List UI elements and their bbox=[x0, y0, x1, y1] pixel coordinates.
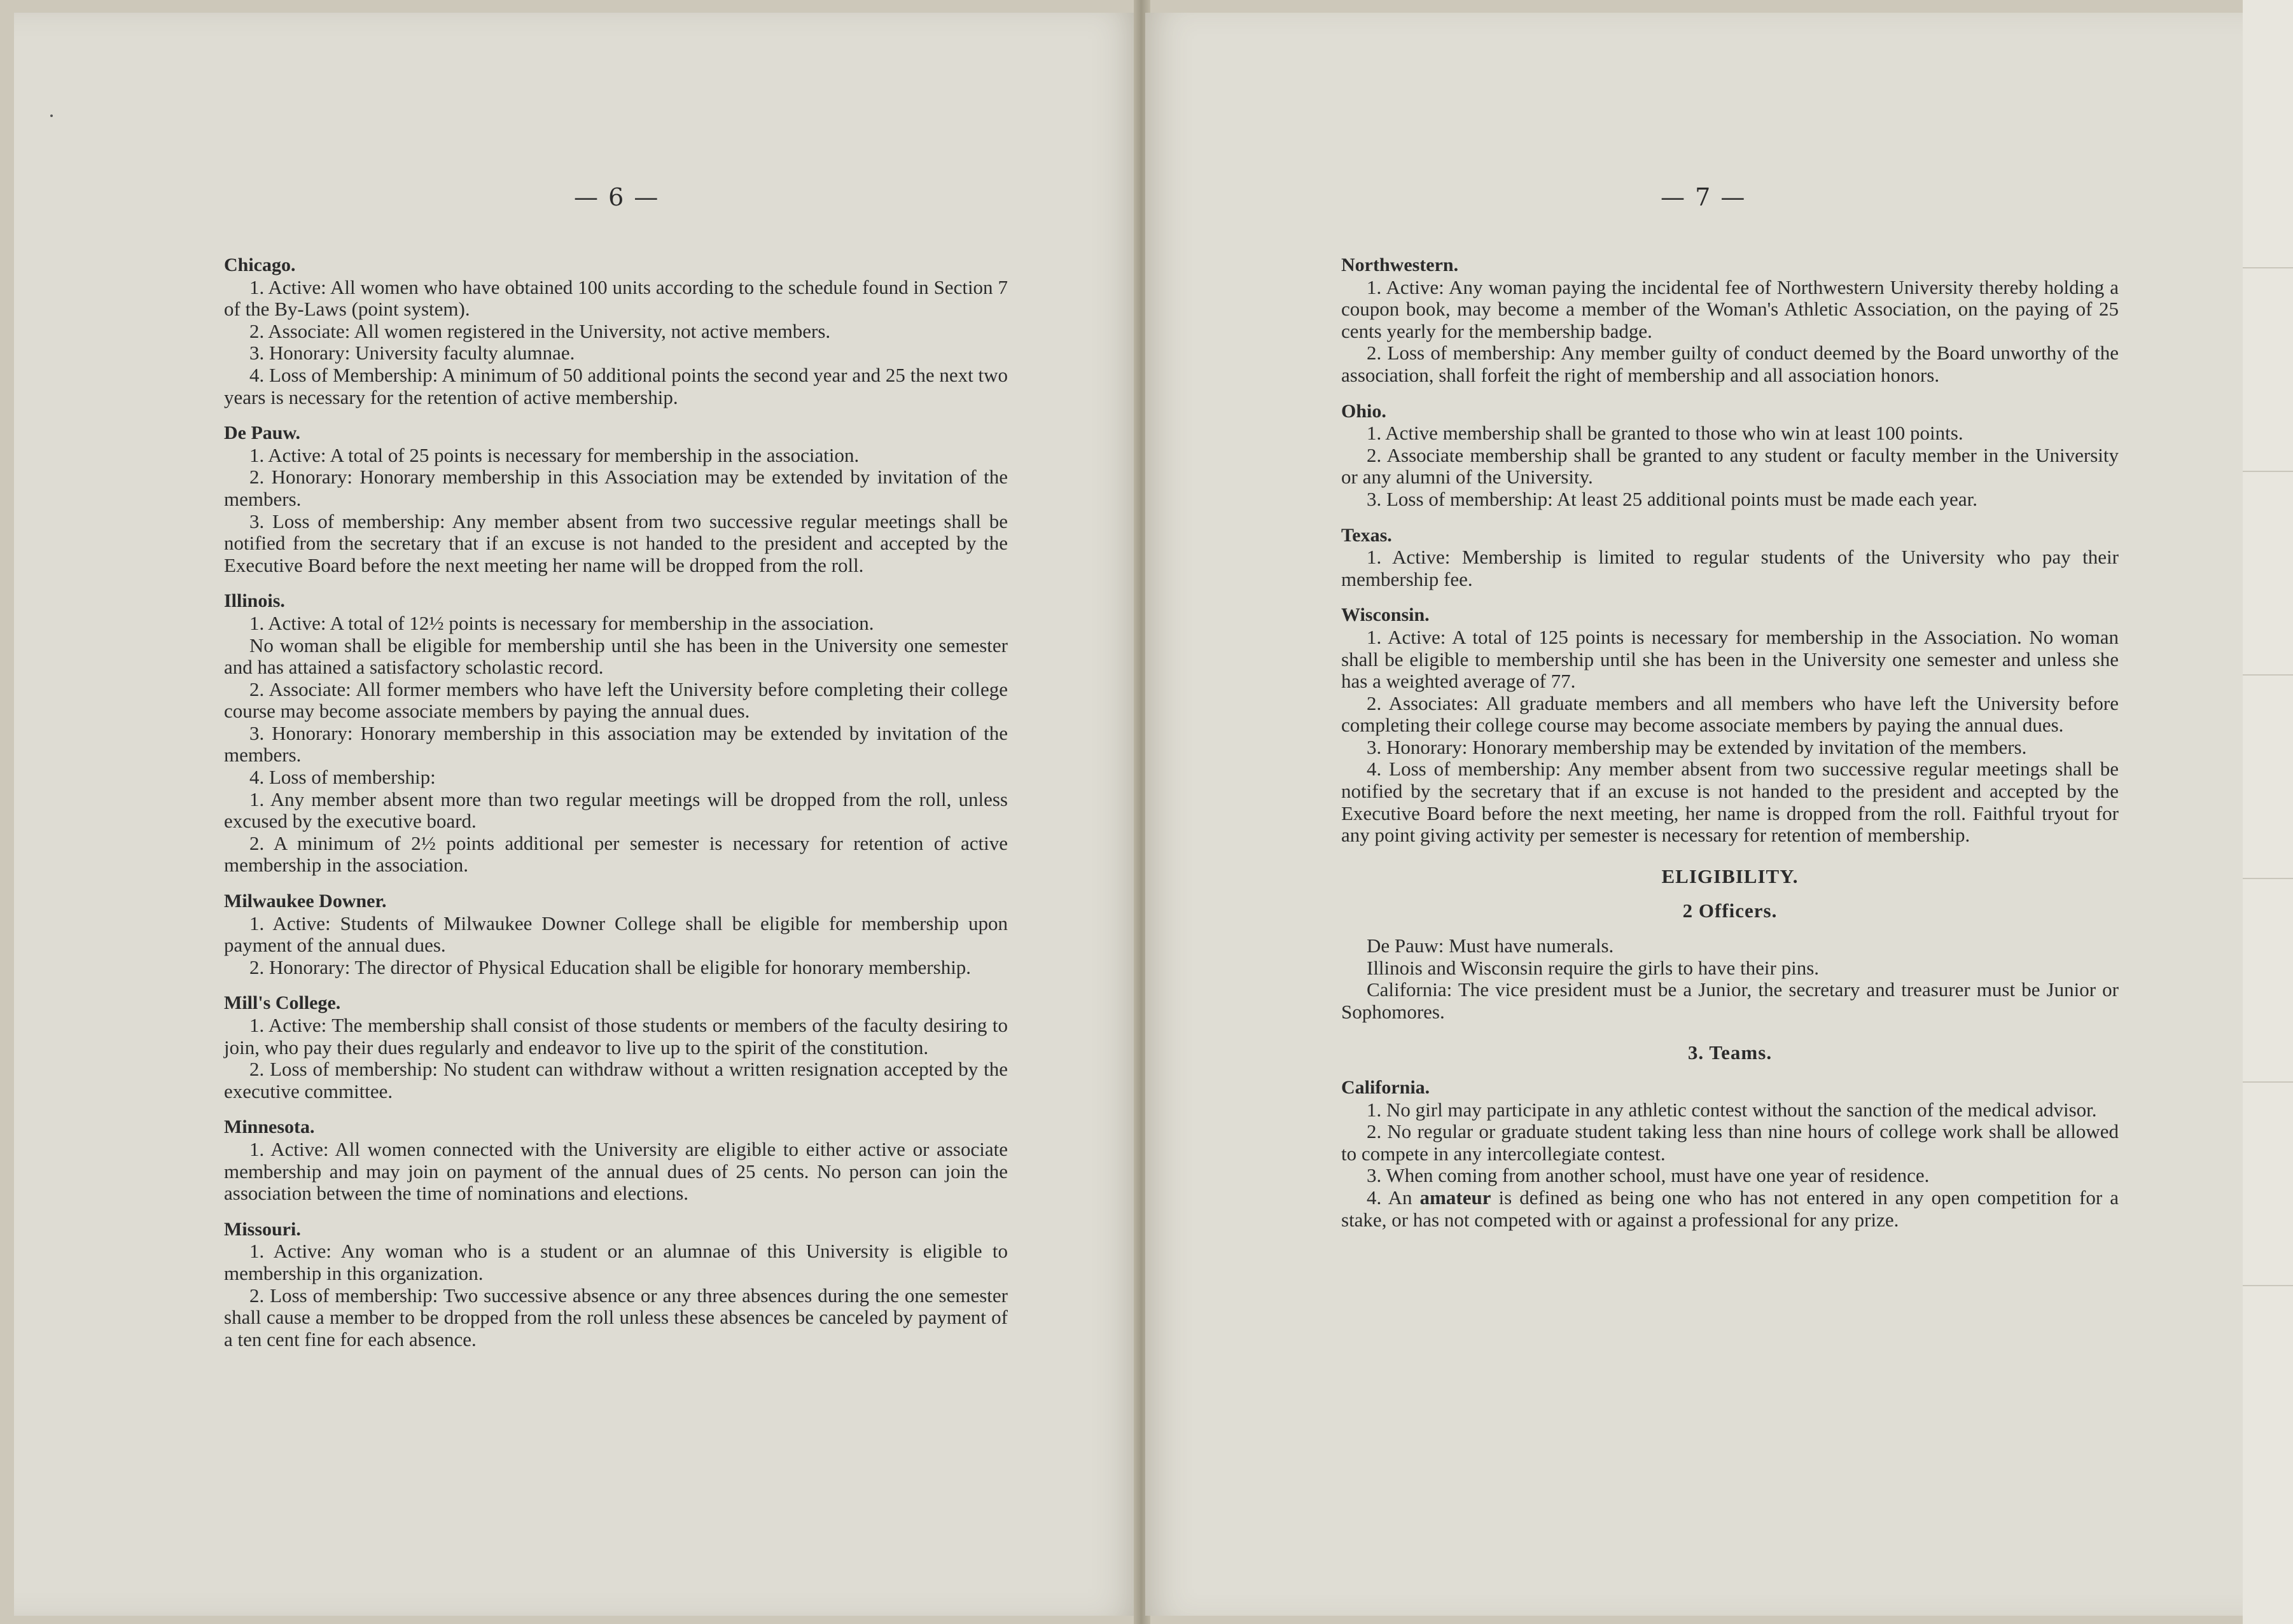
ruled-line bbox=[2243, 471, 2293, 472]
paragraph: 3. When coming from another school, must have one year of residence. bbox=[1367, 1164, 1930, 1187]
section-california-teams bbox=[1341, 1077, 2119, 1231]
paragraph: 2. Associate membership shall be granted to any student or faculty member in the University or any alumni of the University. bbox=[1341, 443, 2119, 489]
section-heading: Northwestern. bbox=[1341, 254, 1459, 275]
paragraph: 1. Active: Any woman who is a student or an alumnae of this University is eligible to membership in this organization. bbox=[224, 1240, 1008, 1284]
section-heading: Texas. bbox=[1341, 524, 1392, 546]
section-missouri bbox=[224, 1219, 1008, 1351]
section-texas bbox=[1341, 525, 2119, 591]
paper-speck bbox=[50, 115, 53, 117]
section-wisconsin bbox=[1341, 604, 2119, 847]
paragraph: 1. No girl may participate in any athletic contest without the sanction of the medical advisor. bbox=[1367, 1098, 2097, 1121]
section-chicago bbox=[224, 254, 1008, 408]
paragraph: 2. Associate: All women registered in the University, not active members. bbox=[249, 319, 831, 342]
ruled-line bbox=[2243, 878, 2293, 879]
paragraph: 4. Loss of Membership: A minimum of 50 additional points the second year and 25 the next two years is necessary for the retention of active membership. bbox=[224, 363, 1008, 408]
paragraph: 1. Any member absent more than two regular meetings will be dropped from the roll, unless excused by the executive board. bbox=[224, 788, 1008, 833]
paragraph: 1. Active: A total of 25 points is necessary for membership in the association. bbox=[249, 443, 860, 466]
section-mills-college bbox=[224, 992, 1008, 1102]
ruled-line bbox=[2243, 674, 2293, 676]
section-heading: Mill's College. bbox=[224, 992, 341, 1014]
page-number-right: — 7 — bbox=[1661, 183, 1746, 211]
officers-title: 2 Officers. bbox=[1682, 899, 1778, 922]
paragraph: 2. Associate: All former members who have left the University before completing their college course may become associate members by paying the annual dues. bbox=[224, 677, 1008, 723]
section-heading: Illinois. bbox=[224, 590, 285, 612]
paragraph: 3. Honorary: Honorary membership in this association may be extended by invitation of the members. bbox=[224, 721, 1008, 767]
paragraph: 2. Associates: All graduate members and all members who have left the University before completing their college course may become associate members by paying the annual dues. bbox=[1341, 691, 2119, 737]
section-heading: Minnesota. bbox=[224, 1116, 315, 1138]
paragraph: 3. Honorary: Honorary membership may be extended by invitation of the members. bbox=[1367, 735, 2027, 758]
officers-item: De Pauw: Must have numerals. bbox=[1367, 934, 1614, 957]
paragraph: 2. Honorary: The director of Physical Education shall be eligible for honorary membership. bbox=[249, 955, 972, 978]
officers-item: California: The vice president must be a Junior, the secretary and treasurer must be Junior or Sophomores. bbox=[1341, 978, 2119, 1023]
section-heading: Ohio. bbox=[1341, 400, 1386, 422]
section-heading: Milwaukee Downer. bbox=[224, 891, 387, 912]
section-ohio bbox=[1341, 401, 2119, 511]
paragraph: No woman shall be eligible for membership until she has been in the University one semester and has attained a satisfactory scholastic record. bbox=[224, 634, 1008, 679]
paragraph: 1. Active: The membership shall consist of those students or members of the faculty desiring to join, who pay their dues regularly and endeavor to live up to the spirit of the constitution. bbox=[224, 1014, 1008, 1058]
left-column bbox=[224, 254, 1008, 1364]
paragraph: 1. Active: Membership is limited to regular students of the University who pay their membership fee. bbox=[1341, 546, 2119, 590]
ruled-line bbox=[2243, 1081, 2293, 1083]
ruled-line bbox=[2243, 1285, 2293, 1286]
paragraph: 1. Active: Any woman paying the incidental fee of Northwestern University thereby holding a coupon book, may become a member of the Woman's Athletic Association, on the paying of 25 cents yearly for the membership badge. bbox=[1341, 275, 2119, 342]
paragraph: 4. Loss of membership: bbox=[249, 766, 436, 789]
officers-list bbox=[1341, 935, 2119, 1023]
amateur-prefix: 4. An bbox=[1367, 1186, 1420, 1209]
paragraph: 2. Loss of membership: No student can withdraw without a written resignation accepted by the executive committee. bbox=[224, 1058, 1008, 1102]
ruled-line bbox=[2243, 267, 2293, 268]
section-de-pauw bbox=[224, 422, 1008, 576]
section-milwaukee-downer bbox=[224, 891, 1008, 978]
paragraph: 3. Loss of membership: At least 25 additional points must be made each year. bbox=[1367, 487, 1977, 510]
right-column bbox=[1341, 254, 2119, 1245]
next-page-edge bbox=[2243, 0, 2293, 1624]
section-heading: Missouri. bbox=[224, 1218, 301, 1240]
section-minnesota bbox=[224, 1116, 1008, 1204]
paragraph-amateur bbox=[1341, 1187, 2119, 1231]
teams-title: 3. Teams. bbox=[1687, 1041, 1773, 1064]
section-illinois bbox=[224, 590, 1008, 877]
paragraph: 1. Active: All women connected with the University are eligible to either active or associate membership and may join on payment of the annual dues of 25 cents. No person can join the association between the time of nominations and elections. bbox=[224, 1137, 1008, 1205]
section-heading: California. bbox=[1341, 1077, 1430, 1098]
page-number-left: — 6 — bbox=[574, 183, 660, 211]
paragraph: 2. A minimum of 2½ points additional per semester is necessary for retention of active membership in the association. bbox=[224, 831, 1008, 877]
section-northwestern bbox=[1341, 254, 2119, 387]
section-heading: De Pauw. bbox=[224, 422, 300, 444]
paragraph: 4. Loss of membership: Any member absent from two successive regular meetings shall be notified by the secretary that if an excuse is not handed to the president and accepted by the Executive Board before the next meeting, her name is dropped from the roll. Faithful tryout for any point giving activity per semester is necessary for retention of membership. bbox=[1341, 758, 2119, 847]
paragraph: 1. Active: A total of 125 points is necessary for membership in the Association. No woman shall be eligible to membership until she has been in the University one semester and unless she has a weighted average of 77. bbox=[1341, 625, 2119, 693]
paragraph: 1. Active: Students of Milwaukee Downer College shall be eligible for membership upon payment of the annual dues. bbox=[224, 912, 1008, 957]
paragraph: 1. Active: A total of 12½ points is necessary for membership in the association. bbox=[249, 611, 874, 634]
section-heading: Wisconsin. bbox=[1341, 604, 1430, 626]
right-page bbox=[1145, 13, 2243, 1616]
paragraph: 1. Active membership shall be granted to those who win at least 100 points. bbox=[1367, 422, 1963, 445]
eligibility-title: ELIGIBILITY. bbox=[1661, 864, 1799, 887]
officers-item: Illinois and Wisconsin require the girls to have their pins. bbox=[1367, 956, 1820, 979]
paragraph: 2. Loss of membership: Two successive absence or any three absences during the one semester shall cause a member to be dropped from the roll unless these absences be canceled by payment of a ten cent fine for each absence. bbox=[224, 1284, 1008, 1350]
section-heading: Chicago. bbox=[224, 254, 296, 275]
amateur-term: amateur bbox=[1419, 1186, 1491, 1209]
amateur-suffix: is defined as being one who has not entered in any open competition for a stake, or has not competed with or against a professional for any prize. bbox=[1341, 1186, 2119, 1231]
paragraph: 2. Honorary: Honorary membership in this Association may be extended by invitation of the members. bbox=[224, 466, 1008, 510]
left-page bbox=[14, 13, 1140, 1616]
paragraph: 2. Loss of membership: Any member guilty of conduct deemed by the Board unworthy of the association, shall forfeit the right of membership and all association honors. bbox=[1341, 342, 2119, 386]
paragraph: 3. Loss of membership: Any member absent from two successive regular meetings shall be notified from the secretary that if an excuse is not handed to the president and accepted by the Executive Board before the next meeting her name will be dropped from the roll. bbox=[224, 510, 1008, 576]
paragraph: 2. No regular or graduate student taking less than nine hours of college work shall be allowed to compete in any intercollegiate contest. bbox=[1341, 1120, 2119, 1165]
paragraph: 1. Active: All women who have obtained 100 units according to the schedule found in Section 7 of the By-Laws (point system). bbox=[224, 275, 1008, 321]
paragraph: 3. Honorary: University faculty alumnae. bbox=[249, 342, 575, 364]
